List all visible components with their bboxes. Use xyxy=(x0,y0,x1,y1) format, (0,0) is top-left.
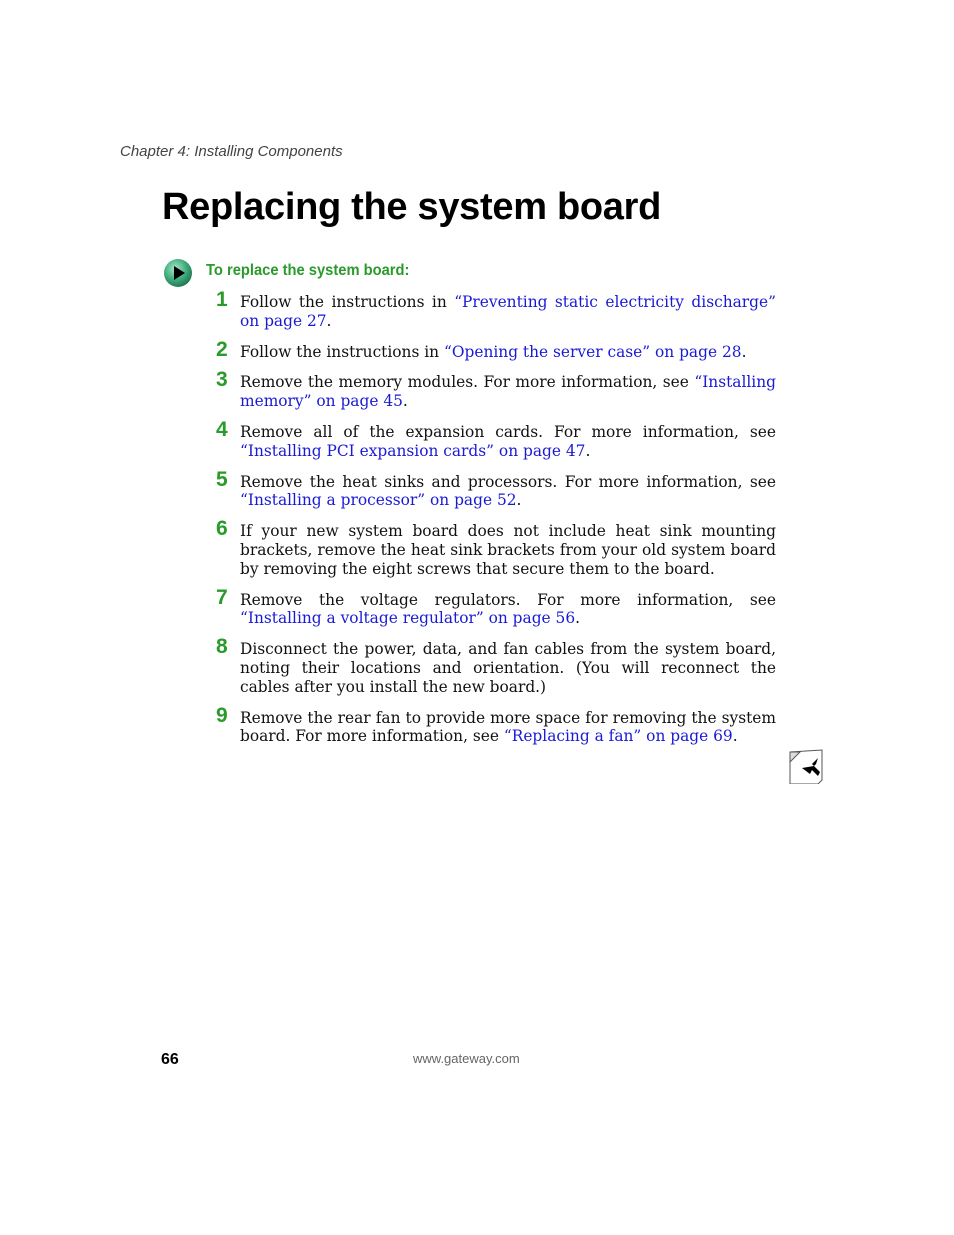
step-text-end: . xyxy=(516,491,522,510)
step-item xyxy=(216,703,776,747)
cross-reference-link[interactable]: “Installing a voltage regulator” on page 56 xyxy=(240,609,576,628)
page-turn-icon[interactable] xyxy=(788,748,824,784)
step-number: 8 xyxy=(216,635,228,659)
step-number: 1 xyxy=(216,288,228,311)
step-item xyxy=(216,368,776,411)
step-text-end: . xyxy=(585,441,591,460)
step-text-end: . xyxy=(575,609,581,628)
step-item xyxy=(216,585,776,629)
cross-reference-link[interactable]: “Installing memory” on page 45 xyxy=(240,373,776,411)
step-number: 4 xyxy=(216,417,228,441)
step-item xyxy=(216,635,776,696)
step-item xyxy=(216,467,776,511)
step-text-end: . xyxy=(326,311,332,330)
step-number: 7 xyxy=(216,585,228,609)
step-text-end: . xyxy=(732,727,738,746)
step-number: 2 xyxy=(216,337,228,361)
procedure-steps xyxy=(216,288,776,758)
play-arrow-icon xyxy=(163,258,193,288)
cross-reference-link[interactable]: “Installing PCI expansion cards” on page 47 xyxy=(240,441,586,460)
step-item xyxy=(216,288,776,331)
step-text: Follow the instructions in xyxy=(240,293,455,311)
cross-reference-link[interactable]: “Opening the server case” on page 28 xyxy=(444,342,742,361)
step-number: 3 xyxy=(216,368,228,392)
step-text: Follow the instructions in xyxy=(240,342,444,361)
procedure-heading: To replace the system board: xyxy=(206,262,410,279)
step-number: 6 xyxy=(216,517,228,541)
chapter-header: Chapter 4: Installing Components xyxy=(120,143,343,160)
step-text: Remove the memory modules. For more information, see xyxy=(240,373,695,392)
step-item xyxy=(216,417,776,461)
step-text: Remove the heat sinks and processors. For more information, see xyxy=(240,472,776,491)
step-text-end: . xyxy=(741,342,747,361)
cross-reference-link[interactable]: “Preventing static electricity discharge” on page 27 xyxy=(240,293,776,330)
cross-reference-link[interactable]: “Replacing a fan” on page 69 xyxy=(503,727,733,746)
page-title: Replacing the system board xyxy=(162,186,662,228)
step-item xyxy=(216,517,776,578)
step-text-end: . xyxy=(402,392,408,411)
step-text: Remove the rear fan to provide more space for removing the system board. For more information, see xyxy=(240,708,776,746)
step-text: Remove all of the expansion cards. For more information, see xyxy=(240,422,776,441)
footer-url[interactable]: www.gateway.com xyxy=(413,1051,520,1066)
step-text: If your new system board does not include heat sink mounting brackets, remove the heat sink brackets from your old system board by removing the eight screws that secure them to the board. xyxy=(240,522,776,578)
step-text: Remove the voltage regulators. For more information, see xyxy=(240,590,776,609)
cross-reference-link[interactable]: “Installing a processor” on page 52 xyxy=(240,491,517,510)
step-text: Disconnect the power, data, and fan cables from the system board, noting their locations and orientation. (You will reconnect the cables after you install the new board.) xyxy=(240,640,776,696)
step-number: 5 xyxy=(216,467,228,491)
page-number: 66 xyxy=(161,1051,179,1068)
step-number: 9 xyxy=(216,703,228,727)
step-item xyxy=(216,337,776,362)
